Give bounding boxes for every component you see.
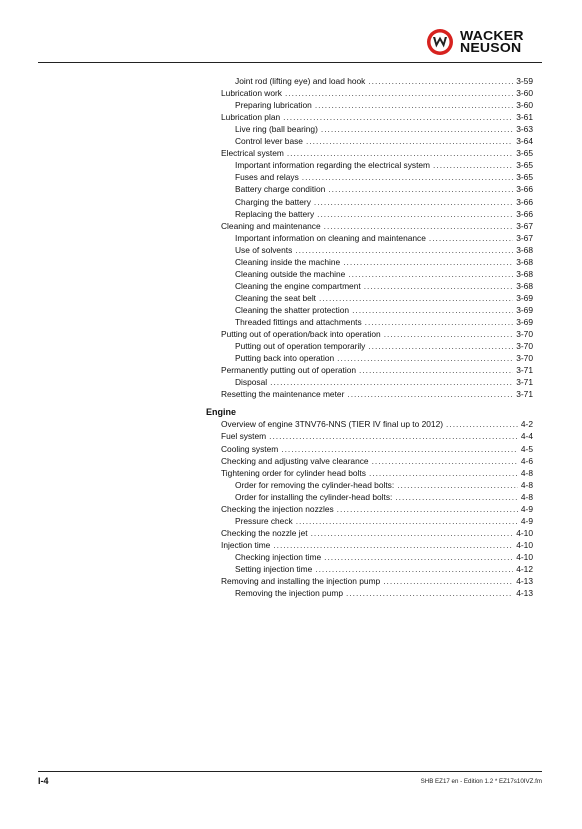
brand-logo xyxy=(426,26,536,58)
toc-entry-page: 3-67 xyxy=(516,232,533,243)
toc-entry[interactable] xyxy=(235,551,533,563)
toc-entry[interactable] xyxy=(235,563,533,575)
header-rule xyxy=(38,62,542,63)
toc-entry-page: 4-2 xyxy=(520,419,533,430)
toc-entry-title: Resetting the maintenance meter xyxy=(221,389,345,400)
toc-entry[interactable] xyxy=(221,575,533,587)
toc-entry[interactable] xyxy=(235,135,533,147)
toc-entry-page: 3-70 xyxy=(516,341,533,352)
toc-dot-leader xyxy=(337,503,518,515)
toc-dot-leader xyxy=(306,135,513,147)
toc-entry-title: Preparing lubrication xyxy=(235,100,312,111)
toc-entry[interactable] xyxy=(221,467,533,479)
toc-entry-title: Control lever base xyxy=(235,136,303,147)
toc-dot-leader xyxy=(311,527,514,539)
toc-entry-page: 4-8 xyxy=(520,467,533,478)
toc-entry[interactable] xyxy=(221,455,533,467)
toc-entry-page: 3-71 xyxy=(516,365,533,376)
toc-dot-leader xyxy=(348,268,513,280)
toc-entry-title: Cleaning the shatter protection xyxy=(235,304,350,315)
toc-entry-page: 3-61 xyxy=(516,112,533,123)
toc-entry[interactable] xyxy=(235,123,533,135)
brand-wordmark xyxy=(460,30,524,54)
toc-entry[interactable] xyxy=(235,99,533,111)
toc-entry[interactable] xyxy=(235,171,533,183)
toc-entry-page: 3-69 xyxy=(516,317,533,327)
toc-entry-page: 3-60 xyxy=(516,88,533,99)
toc-entry[interactable] xyxy=(235,232,533,244)
toc-entry-page: 4-8 xyxy=(520,491,533,502)
toc-entry-title: Putting back into operation xyxy=(235,353,335,364)
toc-entry-title: Battery charge condition xyxy=(235,184,326,195)
toc-entry-page: 3-67 xyxy=(516,220,533,231)
toc-entry[interactable] xyxy=(221,220,533,232)
toc-dot-leader xyxy=(315,99,513,111)
toc-entry[interactable] xyxy=(235,479,533,491)
toc-entry-page: 3-68 xyxy=(516,244,533,255)
toc-dot-leader xyxy=(302,171,513,183)
toc-entry-page: 4-12 xyxy=(516,564,533,574)
toc-dot-leader xyxy=(383,575,513,587)
toc-entry-page: 3-60 xyxy=(516,100,533,111)
toc-entry-title: Important information regarding the electrical system xyxy=(235,160,431,171)
toc-entry[interactable] xyxy=(221,503,533,515)
toc-dot-leader xyxy=(368,75,513,87)
toc-entry[interactable] xyxy=(235,587,533,599)
toc-entry-title: Use of solvents xyxy=(235,244,293,255)
toc-dot-leader xyxy=(352,304,513,316)
toc-entry[interactable] xyxy=(235,340,533,352)
toc-entry-page: 3-59 xyxy=(516,76,533,86)
toc-entry-page: 4-10 xyxy=(516,539,533,550)
toc-entry-title: Cleaning the engine compartment xyxy=(235,280,361,291)
toc-entry[interactable] xyxy=(221,87,533,99)
toc-dot-leader xyxy=(287,147,513,159)
toc-entry-page: 4-5 xyxy=(520,443,533,454)
toc-entry-title: Pressure check xyxy=(235,515,293,526)
toc-dot-leader xyxy=(446,418,518,430)
toc-entry[interactable] xyxy=(221,539,533,551)
toc-entry[interactable] xyxy=(235,208,533,220)
toc-entry-title: Fuses and relays xyxy=(235,172,299,183)
toc-entry-title: Fuel system xyxy=(221,431,267,442)
toc-entry[interactable] xyxy=(235,491,533,503)
toc-dot-leader xyxy=(337,352,513,364)
footer-rule xyxy=(38,771,542,772)
toc-entry[interactable] xyxy=(221,388,533,400)
toc-entry-title: Removing and installing the injection pump xyxy=(221,576,381,587)
toc-entry[interactable] xyxy=(221,418,533,430)
toc-entry-page: 3-71 xyxy=(516,377,533,388)
toc-entry[interactable] xyxy=(235,292,533,304)
toc-entry-page: 3-66 xyxy=(516,184,533,195)
toc-entry-page: 3-63 xyxy=(516,124,533,135)
toc-dot-leader xyxy=(372,455,518,467)
toc-entry[interactable] xyxy=(221,430,533,442)
toc-dot-leader xyxy=(270,376,513,388)
toc-entry-page: 3-70 xyxy=(516,329,533,340)
toc-dot-leader xyxy=(324,551,513,563)
toc-entry-page: 4-9 xyxy=(520,503,533,514)
toc-entry[interactable] xyxy=(235,75,533,87)
toc-entry-page: 4-6 xyxy=(520,455,533,466)
toc-dot-leader xyxy=(364,280,514,292)
page-number: I-4 xyxy=(38,776,49,786)
toc-dot-leader xyxy=(285,87,513,99)
toc-entry-title: Cleaning and maintenance xyxy=(221,220,321,231)
toc-dot-leader xyxy=(429,232,513,244)
toc-entry-title: Cleaning inside the machine xyxy=(235,256,341,267)
toc-entry[interactable] xyxy=(235,352,533,364)
brand-line1: WACKER xyxy=(460,28,524,43)
toc-entry-page: 3-65 xyxy=(516,160,533,171)
toc-entry-title: Cooling system xyxy=(221,443,279,454)
toc-entry-page: 4-4 xyxy=(520,431,533,442)
toc-dot-leader xyxy=(347,388,513,400)
toc-entry-title: Threaded fittings and attachments xyxy=(235,317,362,327)
toc-entry-page: 3-71 xyxy=(516,389,533,400)
toc-dot-leader xyxy=(384,328,514,340)
toc-entry-title: Charging the battery xyxy=(235,196,311,207)
toc-entry-page: 4-13 xyxy=(516,576,533,587)
toc-dot-leader xyxy=(328,183,513,195)
toc-entry[interactable] xyxy=(235,244,533,256)
toc-dot-leader xyxy=(283,111,513,123)
toc-entry[interactable] xyxy=(221,147,533,159)
toc-entry-title: Checking the injection nozzles xyxy=(221,503,334,514)
toc-dot-leader xyxy=(295,244,513,256)
toc-entry-title: Joint rod (lifting eye) and load hook xyxy=(235,76,366,86)
toc-entry-page: 3-66 xyxy=(516,208,533,219)
toc-dot-leader xyxy=(324,220,514,232)
toc-entry-title: Electrical system xyxy=(221,148,284,159)
toc-dot-leader xyxy=(314,196,513,208)
toc-entry[interactable] xyxy=(235,304,533,316)
toc-entry-title: Order for removing the cylinder-head bolts: xyxy=(235,479,395,490)
toc-dot-leader xyxy=(369,467,518,479)
document-reference: SHB EZ17 en - Edition 1.2 * EZ17s10IVZ.fm xyxy=(420,778,542,785)
toc-entry-page: 4-8 xyxy=(520,479,533,490)
toc-entry-page: 3-69 xyxy=(516,292,533,303)
toc-dot-leader xyxy=(281,443,518,455)
section-heading: Engine xyxy=(206,407,237,418)
toc-dot-leader xyxy=(317,208,513,220)
toc-entry-title: Order for installing the cylinder-head bolts: xyxy=(235,491,393,502)
toc-entry-title: Replacing the battery xyxy=(235,208,315,219)
toc-entry-title: Injection time xyxy=(221,539,271,550)
toc-entry[interactable] xyxy=(235,183,533,195)
toc-entry-title: Putting out of operation/back into operation xyxy=(221,329,381,340)
toc-entry-page: 3-68 xyxy=(516,268,533,279)
toc-dot-leader xyxy=(315,563,513,575)
toc-entry[interactable] xyxy=(235,376,533,388)
toc-entry[interactable] xyxy=(235,159,533,171)
toc-entry[interactable] xyxy=(235,316,533,328)
toc-entry[interactable] xyxy=(235,196,533,208)
toc-entry-page: 3-66 xyxy=(516,196,533,207)
toc-dot-leader xyxy=(343,256,513,268)
toc-entry-page: 3-64 xyxy=(516,136,533,147)
toc-entry-title: Checking injection time xyxy=(235,551,322,562)
toc-entry-title: Removing the injection pump xyxy=(235,588,344,599)
toc-dot-leader xyxy=(397,479,518,491)
toc-dot-leader xyxy=(319,292,513,304)
toc-dot-leader xyxy=(269,430,518,442)
toc-entry[interactable] xyxy=(221,443,533,455)
toc-dot-leader xyxy=(346,587,513,599)
toc-dot-leader xyxy=(368,340,513,352)
toc-entry-title: Live ring (ball bearing) xyxy=(235,124,318,135)
toc-entry-title: Disposal xyxy=(235,377,268,388)
toc-entry-title: Setting injection time xyxy=(235,564,313,574)
toc-entry-page: 4-10 xyxy=(516,527,533,538)
toc-entry-title: Permanently putting out of operation xyxy=(221,365,357,376)
toc-entry[interactable] xyxy=(221,328,533,340)
toc-entry[interactable] xyxy=(221,111,533,123)
toc-entry-title: Lubrication plan xyxy=(221,112,281,123)
toc-entry-title: Important information on cleaning and maintenance xyxy=(235,232,426,243)
toc-entry-page: 3-69 xyxy=(516,304,533,315)
toc-dot-leader xyxy=(433,159,513,171)
toc-dot-leader xyxy=(296,515,518,527)
toc-entry-title: Lubrication work xyxy=(221,88,282,99)
toc-entry-page: 3-68 xyxy=(516,280,533,291)
toc-dot-leader xyxy=(395,491,518,503)
toc-entry[interactable] xyxy=(235,268,533,280)
toc-entry-page: 3-70 xyxy=(516,353,533,364)
toc-entry-page: 3-65 xyxy=(516,172,533,183)
toc-entry-page: 4-13 xyxy=(516,588,533,599)
toc-entry-page: 4-9 xyxy=(520,515,533,526)
toc-dot-leader xyxy=(273,539,513,551)
toc-entry-title: Cleaning the seat belt xyxy=(235,292,317,303)
toc-entry[interactable] xyxy=(235,280,533,292)
toc-dot-leader xyxy=(359,364,513,376)
wacker-neuson-w-icon xyxy=(426,28,454,56)
toc-entry-title: Putting out of operation temporarily xyxy=(235,341,366,352)
toc-entry[interactable] xyxy=(235,515,533,527)
toc-entry-page: 3-65 xyxy=(516,148,533,159)
toc-entry-title: Cleaning outside the machine xyxy=(235,268,346,279)
toc-entry-title: Checking and adjusting valve clearance xyxy=(221,455,369,466)
toc-dot-leader xyxy=(321,123,513,135)
toc-entry[interactable] xyxy=(235,256,533,268)
brand-line2: NEUSON xyxy=(460,40,522,55)
toc-entry-page: 4-10 xyxy=(516,551,533,562)
toc-entry[interactable] xyxy=(221,527,533,539)
toc-entry-title: Overview of engine 3TNV76-NNS (TIER IV final up to 2012) xyxy=(221,419,444,430)
toc-entry-title: Tightening order for cylinder head bolts xyxy=(221,467,366,478)
toc-entry-title: Checking the nozzle jet xyxy=(221,527,308,538)
toc-entry-page: 3-68 xyxy=(516,256,533,267)
toc-entry[interactable] xyxy=(221,364,533,376)
toc-dot-leader xyxy=(365,316,514,328)
